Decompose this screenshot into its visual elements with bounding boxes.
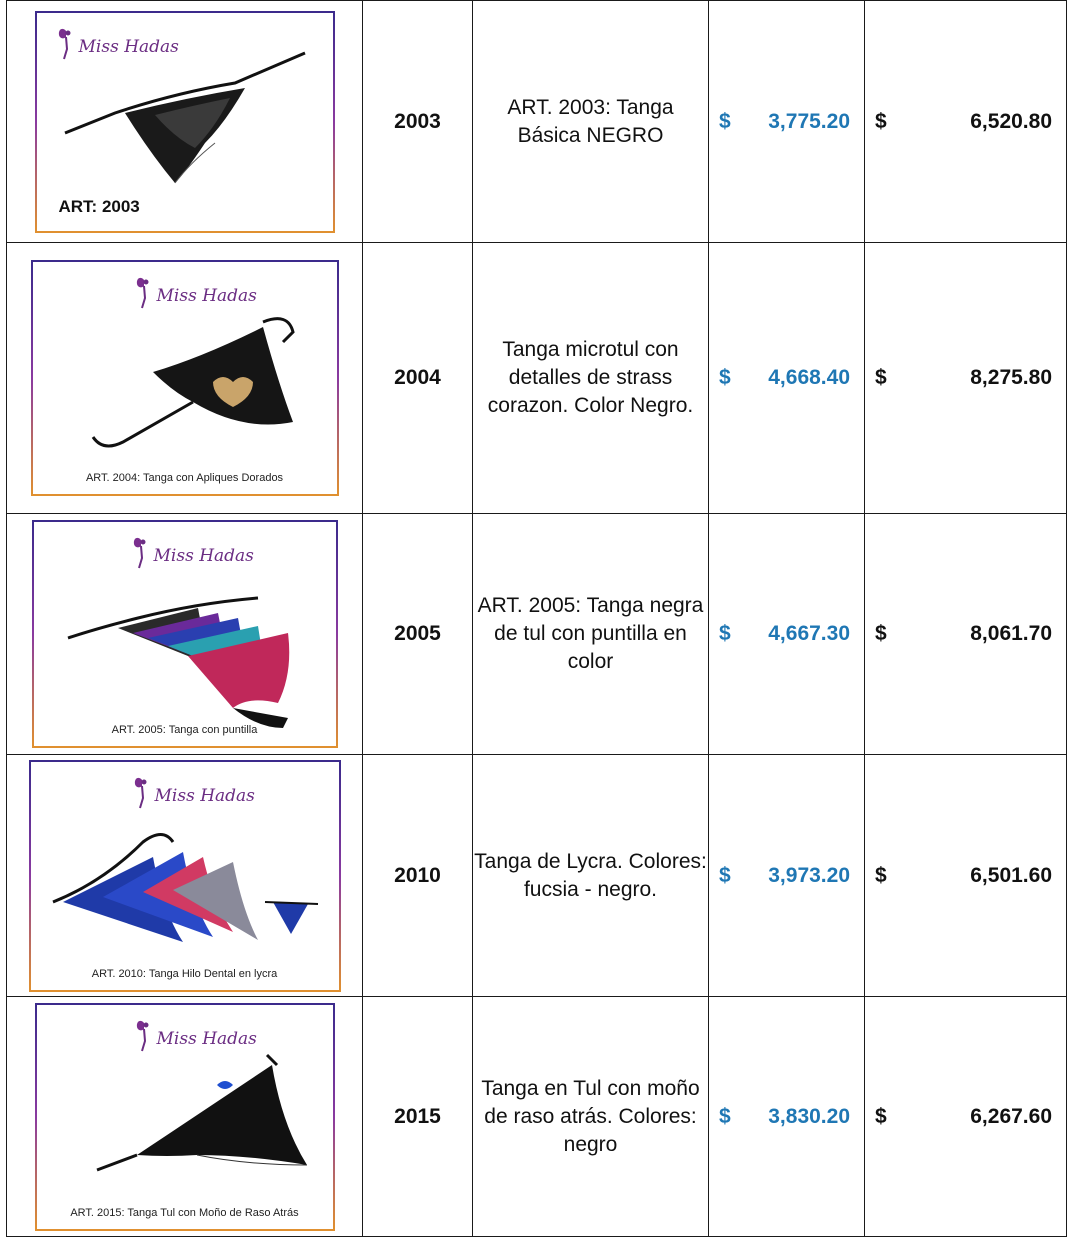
product-image-cell <box>7 1 363 243</box>
table-row <box>7 755 1067 997</box>
price-list-table <box>6 0 1067 1237</box>
product-caption: ART. 2005: Tanga con puntilla <box>111 724 258 736</box>
garment-image <box>58 578 318 728</box>
price-a-cell <box>709 997 865 1237</box>
product-code: 2004 <box>363 243 473 514</box>
price-b: 8,275.80 <box>970 366 1052 389</box>
product-image-cell <box>7 997 363 1237</box>
product-image <box>31 260 339 496</box>
price-a: 4,667.30 <box>768 622 850 645</box>
fairy-icon <box>130 536 152 570</box>
price-a: 3,830.20 <box>768 1104 850 1128</box>
price-b-cell <box>865 1 1067 243</box>
garment-image <box>43 822 333 962</box>
table-row <box>7 1 1067 243</box>
brand-name: Miss Hadas <box>154 785 255 806</box>
product-description: ART. 2005: Tanga negra de tul con puntilla en color <box>473 514 709 755</box>
fairy-icon <box>131 776 153 810</box>
product-caption: ART. 2004: Tanga con Apliques Dorados <box>85 472 284 484</box>
product-image-cell <box>7 514 363 755</box>
table-row <box>7 997 1067 1237</box>
table-row <box>7 514 1067 755</box>
price-a-cell <box>709 755 865 997</box>
product-image <box>35 11 335 233</box>
currency-symbol: $ <box>719 863 731 887</box>
currency-symbol: $ <box>719 366 731 389</box>
product-description: Tanga de Lycra. Colores: fucsia - negro. <box>473 755 709 997</box>
product-image-cell <box>7 755 363 997</box>
product-caption: ART. 2010: Tanga Hilo Dental en lycra <box>91 967 278 980</box>
garment-image <box>77 1045 317 1195</box>
price-a-cell <box>709 514 865 755</box>
product-caption: ART. 2015: Tanga Tul con Moño de Raso Atrás <box>70 1206 299 1219</box>
product-code: 2005 <box>363 514 473 755</box>
price-b: 6,267.60 <box>970 1104 1052 1128</box>
price-b: 8,061.70 <box>970 622 1052 645</box>
product-code: 2015 <box>363 997 473 1237</box>
brand-name: Miss Hadas <box>156 1028 257 1049</box>
product-description: Tanga microtul con detalles de strass corazon. Color Negro. <box>473 243 709 514</box>
price-a: 3,775.20 <box>768 109 850 133</box>
currency-symbol: $ <box>875 863 887 887</box>
garment-image <box>63 302 313 462</box>
product-image <box>29 760 341 992</box>
product-image <box>35 1003 335 1231</box>
brand-name: Miss Hadas <box>153 546 254 566</box>
price-b-cell <box>865 243 1067 514</box>
currency-symbol: $ <box>719 109 731 133</box>
currency-symbol: $ <box>719 622 731 645</box>
brand-name: Miss Hadas <box>78 36 179 57</box>
currency-symbol: $ <box>875 109 887 133</box>
product-image-cell <box>7 243 363 514</box>
product-code: 2010 <box>363 755 473 997</box>
price-a-cell <box>709 1 865 243</box>
garment-image <box>55 43 325 203</box>
product-caption: ART: 2003 <box>58 196 140 216</box>
currency-symbol: $ <box>875 366 887 389</box>
product-code: 2003 <box>363 1 473 243</box>
price-b: 6,520.80 <box>970 109 1052 133</box>
product-description: Tanga en Tul con moño de raso atrás. Colores: negro <box>473 997 709 1237</box>
price-a: 4,668.40 <box>768 366 850 389</box>
price-b-cell <box>865 755 1067 997</box>
brand-logo <box>130 536 254 570</box>
brand-name: Miss Hadas <box>156 286 257 306</box>
price-a-cell <box>709 243 865 514</box>
currency-symbol: $ <box>875 1104 887 1128</box>
price-a: 3,973.20 <box>768 863 850 887</box>
price-b-cell <box>865 514 1067 755</box>
product-image <box>32 520 338 748</box>
table-row <box>7 243 1067 514</box>
price-b: 6,501.60 <box>970 863 1052 887</box>
brand-logo <box>131 776 255 810</box>
currency-symbol: $ <box>875 622 887 645</box>
currency-symbol: $ <box>719 1104 731 1128</box>
price-b-cell <box>865 997 1067 1237</box>
product-description: ART. 2003: Tanga Básica NEGRO <box>473 1 709 243</box>
